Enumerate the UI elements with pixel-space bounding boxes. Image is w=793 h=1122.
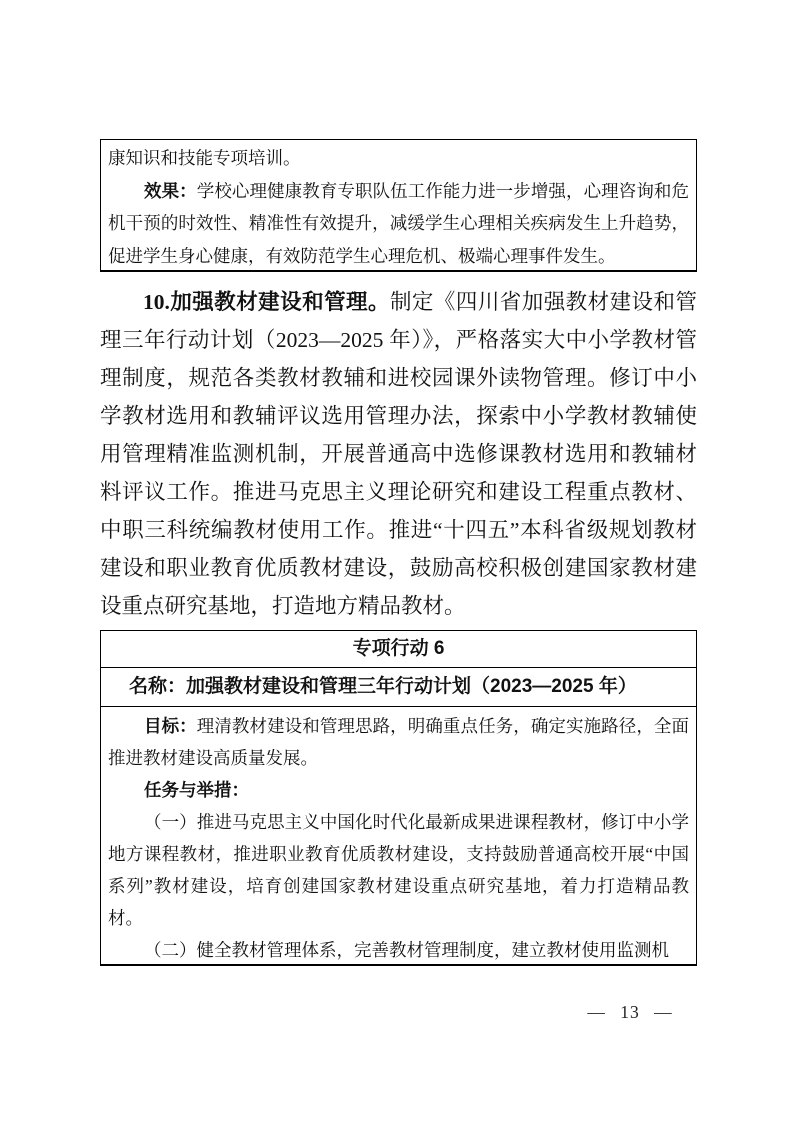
table-detail-row <box>101 707 696 963</box>
effect-label: 效果： <box>144 180 197 201</box>
goal-label: 目标： <box>144 716 197 736</box>
effect-text: 学校心理健康教育专职队伍工作能力进一步增强，心理咨询和危机干预的时效性、精准性有效提升，减缓学生心理相关疾病发生上升趋势，促进学生身心健康，有效防范学生心理危机、极端心理事件发生。 <box>108 180 689 266</box>
effect-paragraph <box>108 175 689 273</box>
task-item-1: （一）推进马克思主义中国化时代化最新成果进课程教材，修订中小学地方课程教材，推进职业教育优质教材建设，支持鼓励普通高校开展“中国系列”教材建设，培育创建国家教材建设重点研究基地，着力打造精品教材。 <box>108 812 689 928</box>
goal-paragraph <box>108 710 689 774</box>
item-10-body: 制定《四川省加强教材建设和管理三年行动计划（2023—2025 年）》，严格落实大中小学教材管理制度，规范各类教材教辅和进校园课外读物管理。修订中小学教材选用和教辅评议选用管理办法，探索中小学教材教辅使用管理精准监测机制，开展普通高中选修课教材选用和教辅材料评议工作。推进马克思主义理论研究和建设工程重点教材、中职三科统编教材使用工作。推进“十四五”本科省级规划教材建设和职业教育优质教材建设，鼓励高校积极创建国家教材建设重点研究基地，打造地方精品教材。 <box>100 290 697 618</box>
goal-text: 理清教材建设和管理思路，明确重点任务，确定实施路径，全面推进教材建设高质量发展。 <box>108 716 689 768</box>
carryover-line: 康知识和技能专项培训。 <box>108 148 301 168</box>
table-name-row: 名称：加强教材建设和管理三年行动计划（2023—2025 年） <box>101 668 696 707</box>
continuation-box <box>100 139 697 272</box>
task-item-2: （二）健全教材管理体系，完善教材管理制度，建立教材使用监测机 <box>144 940 669 960</box>
tasks-label: 任务与举措： <box>144 780 249 800</box>
table-header-row: 专项行动 6 <box>101 631 696 668</box>
item-10-paragraph <box>100 283 697 628</box>
page-number: — 13 — <box>587 1002 673 1022</box>
special-action-table <box>100 630 697 966</box>
item-10-title: 10.加强教材建设和管理。 <box>143 290 390 314</box>
